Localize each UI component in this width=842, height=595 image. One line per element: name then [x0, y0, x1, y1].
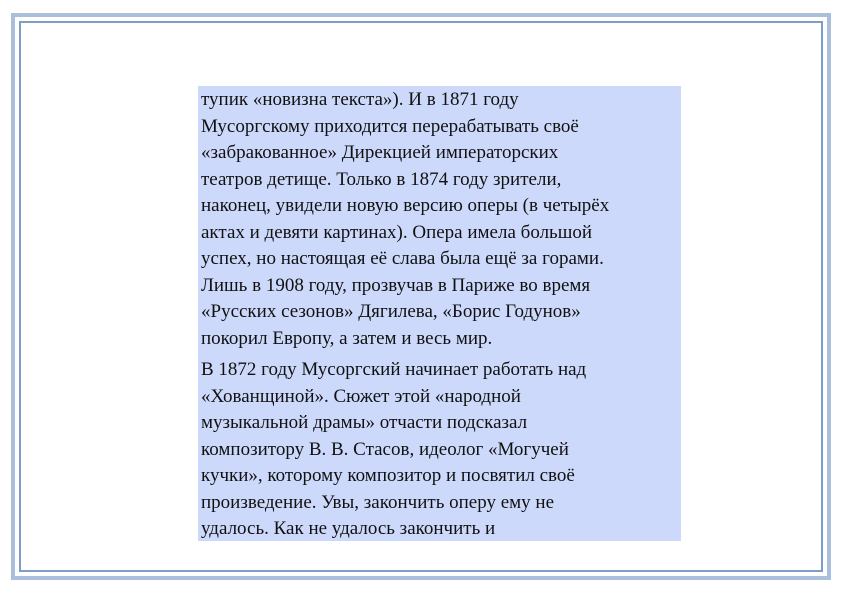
text-line: В 1872 году Мусоргский начинает работать над — [201, 359, 587, 380]
paragraph-1 — [201, 87, 679, 352]
text-line: тупик «новизна текста»). И в 1871 году — [201, 89, 519, 110]
text-line: Мусоргскому приходится перерабатывать своё — [201, 115, 579, 137]
text-line: произведение. Увы, закончить оперу ему не — [201, 491, 555, 513]
text-line: музыкальной драмы» отчасти подсказал — [201, 412, 528, 433]
text-line: «Хованщиной». Сюжет этой «народной — [201, 385, 521, 407]
text-line: наконец, увидели новую версию оперы (в четырёх — [201, 195, 610, 216]
text-line: кучки», которому композитор и посвятил своё — [201, 465, 575, 486]
text-box — [198, 86, 681, 541]
text-line: «забракованное» Дирекцией императорских — [201, 142, 559, 163]
text-line: успех, но настоящая её слава была ещё за горами. — [201, 248, 604, 269]
text-line: удалось. Как не удалось закончить и — [201, 518, 496, 539]
text-line: покорил Европу, а затем и весь мир. — [201, 327, 493, 349]
paragraph-2 — [201, 357, 679, 541]
text-line: актах и девяти картинах). Опера имела большой — [201, 221, 593, 243]
text-line: театров детище. Только в 1874 году зрители, — [201, 168, 562, 190]
text-line: «Русских сезонов» Дягилева, «Борис Годунов» — [201, 301, 581, 322]
text-line: композитору В. В. Стасов, идеолог «Могучей — [201, 438, 569, 460]
text-line: Лишь в 1908 году, прозвучав в Париже во время — [201, 274, 591, 296]
